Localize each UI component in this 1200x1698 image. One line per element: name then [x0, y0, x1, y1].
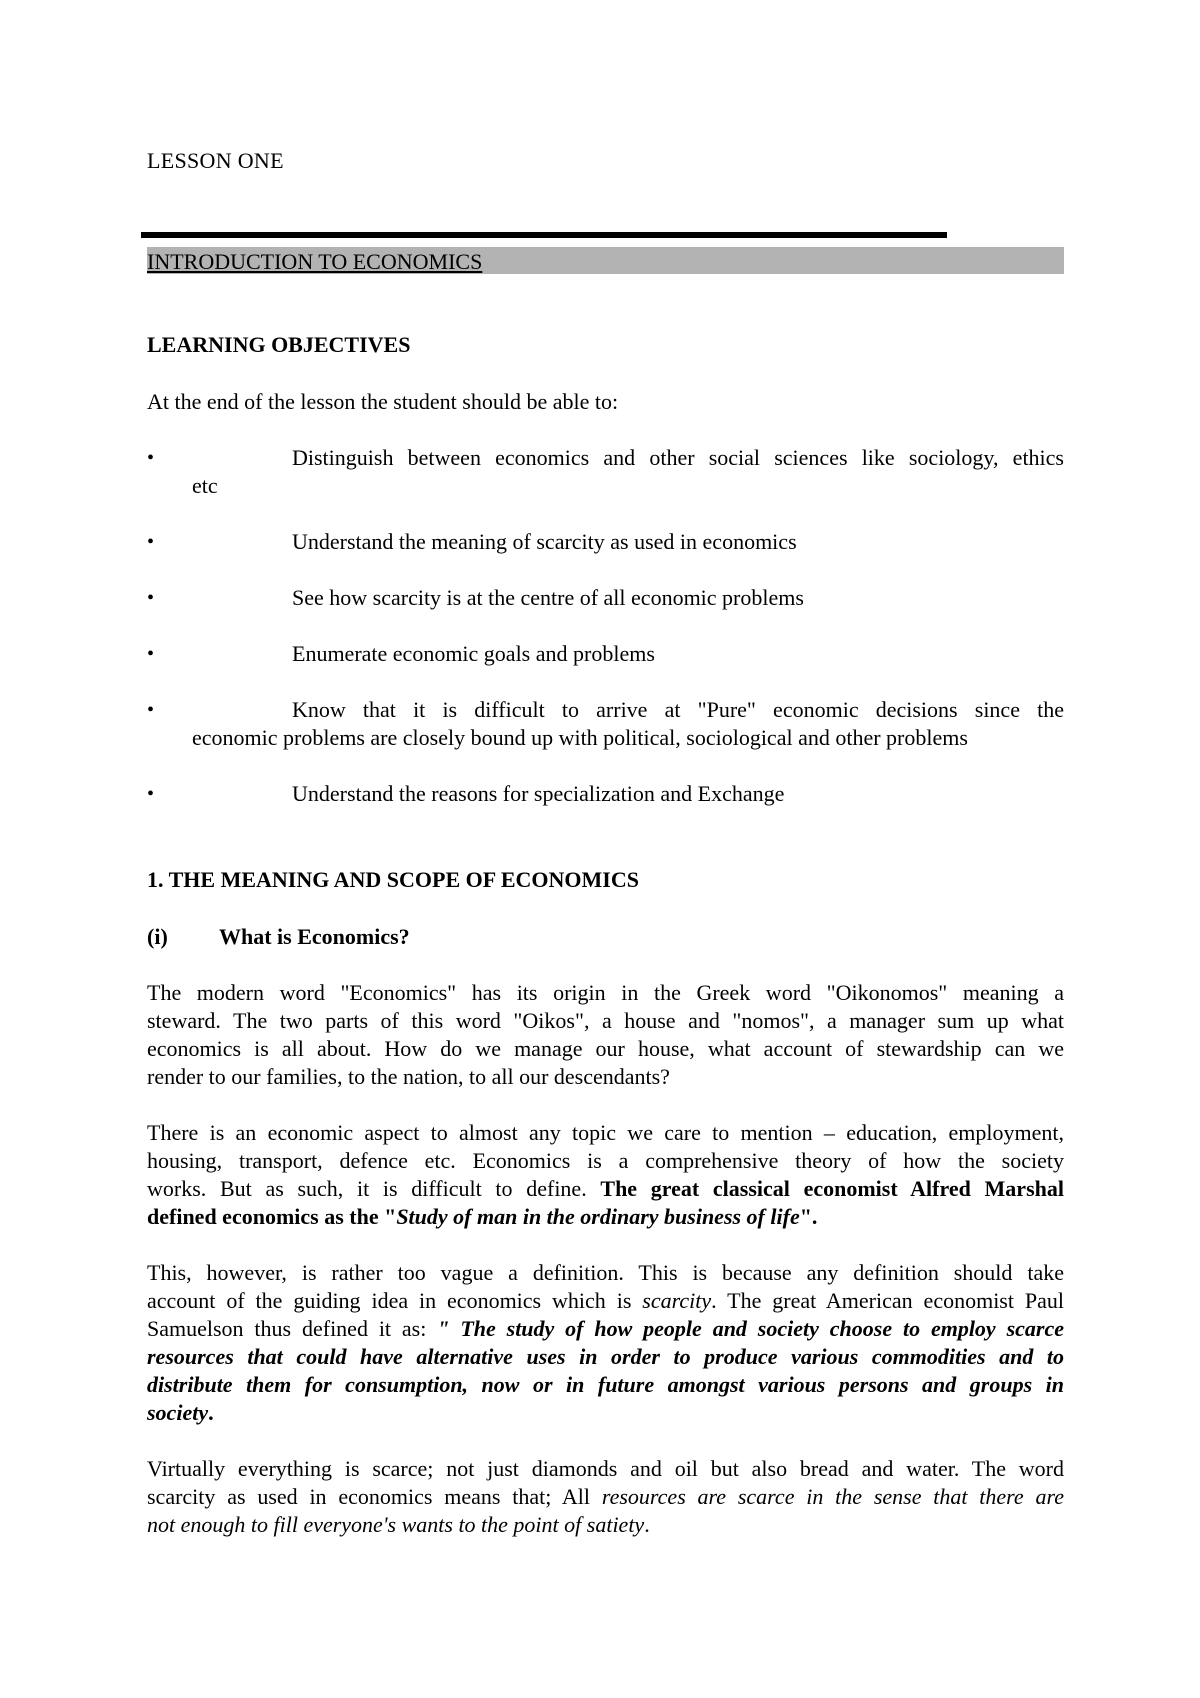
- paragraph-samuelson-definition: [147, 1259, 1064, 1427]
- paragraph-line: There is an economic aspect to almost any topic we care to mention – education, employment,: [147, 1120, 1064, 1145]
- bold-italic-quote: Study of man in the ordinary business of life: [396, 1204, 800, 1229]
- bullet-icon: •: [147, 783, 155, 805]
- bold-italic-quote: society: [147, 1400, 209, 1425]
- objective-item: [147, 444, 1064, 500]
- objective-item: [147, 640, 1064, 668]
- paragraph-line: steward. The two parts of this word "Oikos", a house and "nomos", a manager sum up what: [147, 1008, 1064, 1033]
- paragraph-line: render to our families, to the nation, to all our descendants?: [147, 1064, 670, 1089]
- paragraph-line: [147, 1483, 1064, 1511]
- section-heading: 1. THE MEANING AND SCOPE OF ECONOMICS: [147, 867, 639, 892]
- objective-text: Enumerate economic goals and problems: [292, 641, 655, 666]
- paragraph-line: Virtually everything is scarce; not just diamonds and oil but also bread and water. The word: [147, 1456, 1064, 1481]
- text-run: scarcity as used in economics means that; All: [147, 1484, 602, 1509]
- paragraph-line: [147, 1315, 1064, 1343]
- paragraph-line: [147, 1175, 1064, 1203]
- bullet-icon: •: [147, 587, 155, 609]
- objective-text: See how scarcity is at the centre of all economic problems: [292, 585, 804, 610]
- italic-text-run: scarcity: [642, 1288, 712, 1313]
- paragraph-etymology: [147, 979, 1064, 1091]
- italic-text-run: resources are scarce in the sense that there are: [601, 1484, 1064, 1509]
- lesson-label: LESSON ONE: [147, 148, 284, 173]
- objective-text: Understand the reasons for specialization and Exchange: [292, 781, 785, 806]
- paragraph-scarcity: [147, 1455, 1064, 1539]
- objective-item: [147, 584, 1064, 612]
- bullet-icon: •: [147, 699, 155, 721]
- objective-text-continued: economic problems are closely bound up with political, sociological and other problems: [192, 725, 968, 750]
- paragraph-line: distribute them for consumption, now or in future amongst various persons and groups in: [147, 1372, 1064, 1397]
- objective-text-continued: etc: [192, 473, 218, 498]
- objective-text: Know that it is difficult to arrive at "Pure" economic decisions since the: [292, 697, 1064, 722]
- text-run: account of the guiding idea in economics which is: [147, 1288, 643, 1313]
- text-run: . The great American economist Paul: [711, 1288, 1064, 1313]
- paragraph-line: housing, transport, defence etc. Economics is a comprehensive theory of how the society: [147, 1148, 1064, 1173]
- text-run: Samuelson thus defined it as:: [147, 1316, 438, 1341]
- text-run: .: [644, 1512, 650, 1537]
- text-run: works. But as such, it is difficult to define.: [147, 1176, 601, 1201]
- bold-text-run: ".: [799, 1204, 818, 1229]
- objective-item: [147, 528, 1064, 556]
- learning-objectives-intro: At the end of the lesson the student should be able to:: [147, 389, 619, 414]
- paragraph-line: [147, 1203, 1064, 1231]
- paragraph-line: This, however, is rather too vague a definition. This is because any definition should take: [147, 1260, 1064, 1285]
- bullet-icon: •: [147, 643, 155, 665]
- bold-text-run: The great classical economist Alfred Marshal: [600, 1176, 1064, 1201]
- objective-text: Distinguish between economics and other social sciences like sociology, ethics: [292, 445, 1064, 470]
- bullet-icon: •: [147, 531, 155, 553]
- subsection-number: (i): [147, 924, 168, 949]
- paragraph-line: [147, 1511, 1064, 1539]
- objective-item: [147, 780, 1064, 808]
- paragraph-marshall-definition: [147, 1119, 1064, 1231]
- bold-italic-quote: " The study of how people and society choose to employ scarce: [437, 1316, 1064, 1341]
- bold-text-run: defined economics as the ": [147, 1204, 397, 1229]
- objective-item: [147, 696, 1064, 752]
- bold-text-run: .: [208, 1400, 214, 1425]
- paragraph-line: [147, 1399, 1064, 1427]
- learning-objectives-heading: LEARNING OBJECTIVES: [147, 332, 411, 357]
- paragraph-line: resources that could have alternative uses in order to produce various commodities and to: [147, 1344, 1064, 1369]
- topic-title: INTRODUCTION TO ECONOMICS: [147, 249, 483, 274]
- bullet-icon: •: [147, 447, 155, 469]
- horizontal-rule: [141, 232, 947, 238]
- subsection-heading: What is Economics?: [219, 924, 410, 949]
- paragraph-line: [147, 1287, 1064, 1315]
- objective-text: Understand the meaning of scarcity as used in economics: [292, 529, 797, 554]
- paragraph-line: The modern word "Economics" has its origin in the Greek word "Oikonomos" meaning a: [147, 980, 1064, 1005]
- paragraph-line: economics is all about. How do we manage our house, what account of stewardship can we: [147, 1036, 1064, 1061]
- italic-text-run: not enough to fill everyone's wants to the point of satiety: [147, 1512, 645, 1537]
